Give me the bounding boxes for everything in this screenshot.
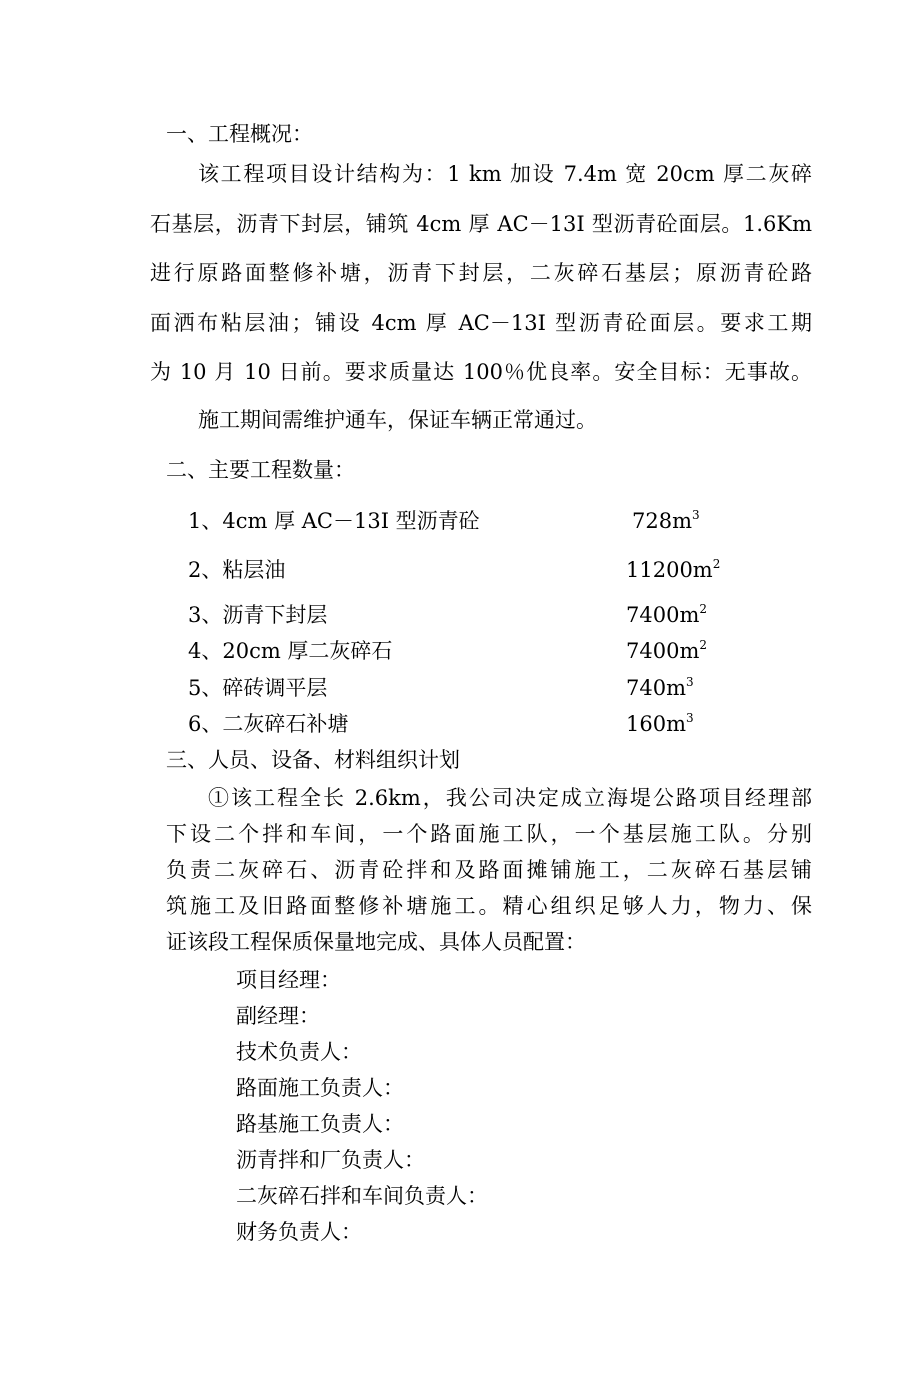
- quantity-item-label: 3、沥青下封层: [188, 603, 328, 627]
- staff-item: 财务负责人：: [236, 1220, 362, 1244]
- quantity-item-value: $7400m^2$: [626, 602, 707, 627]
- quantity-item-label: 4、20cm 厚二灰碎石: [188, 639, 393, 663]
- section3-para-line1: ①该工程全长 2.6km，我公司决定成立海堤公路项目经理部: [208, 786, 812, 810]
- staff-item: 沥青拌和厂负责人：: [236, 1148, 425, 1172]
- section1-para1-line5: 为 10 月 10 日前。要求质量达 100％优良率。安全目标：无事故。: [150, 360, 812, 384]
- staff-item: 项目经理：: [236, 968, 341, 992]
- quantity-item-value: $11200m^2$: [626, 557, 721, 582]
- quantity-item-label: 5、碎砖调平层: [188, 676, 328, 700]
- section3-para-line2: 下设二个拌和车间，一个路面施工队，一个基层施工队。分别: [166, 822, 812, 846]
- section3-para-line3: 负责二灰碎石、沥青砼拌和及路面摊铺施工，二灰碎石基层铺: [166, 858, 812, 882]
- quantity-item-value: $7400m^2$: [626, 638, 707, 663]
- staff-item: 副经理：: [236, 1004, 320, 1028]
- section1-para1-line1: 该工程项目设计结构为：1 km 加设 7.4m 宽 20cm 厚二灰碎: [198, 162, 812, 186]
- staff-item: 路面施工负责人：: [236, 1076, 404, 1100]
- section2-heading: 二、主要工程数量：: [166, 458, 355, 482]
- section1-para2: 施工期间需维护通车，保证车辆正常通过。: [198, 408, 597, 432]
- section1-heading: 一、工程概况：: [166, 122, 313, 146]
- quantity-item-label: 6、二灰碎石补塘: [188, 712, 349, 736]
- section3-heading: 三、人员、设备、材料组织计划: [166, 748, 460, 772]
- section1-para1-line2: 石基层，沥青下封层，铺筑 4cm 厚 AC－13I 型沥青砼面层。1.6Km: [150, 212, 812, 236]
- staff-item: 路基施工负责人：: [236, 1112, 404, 1136]
- staff-item: 技术负责人：: [236, 1040, 362, 1064]
- quantity-item-label: 2、粘层油: [188, 558, 286, 582]
- section1-para1-line4: 面洒布粘层油；铺设 4cm 厚 AC－13I 型沥青砼面层。要求工期: [150, 311, 812, 335]
- quantity-item-value: $160m^3$: [626, 711, 694, 736]
- section3-para-line5: 证该段工程保质保量地完成、具体人员配置：: [166, 930, 586, 954]
- quantity-item-label: 1、4cm 厚 AC－13I 型沥青砼: [188, 509, 480, 533]
- quantity-item-value: $728m^3$: [632, 508, 700, 533]
- section3-para-line4: 筑施工及旧路面整修补塘施工。精心组织足够人力，物力、保: [166, 894, 812, 918]
- section1-para1-line3: 进行原路面整修补塘，沥青下封层，二灰碎石基层；原沥青砼路: [150, 261, 812, 285]
- quantity-item-value: $740m^3$: [626, 675, 694, 700]
- staff-item: 二灰碎石拌和车间负责人：: [236, 1184, 488, 1208]
